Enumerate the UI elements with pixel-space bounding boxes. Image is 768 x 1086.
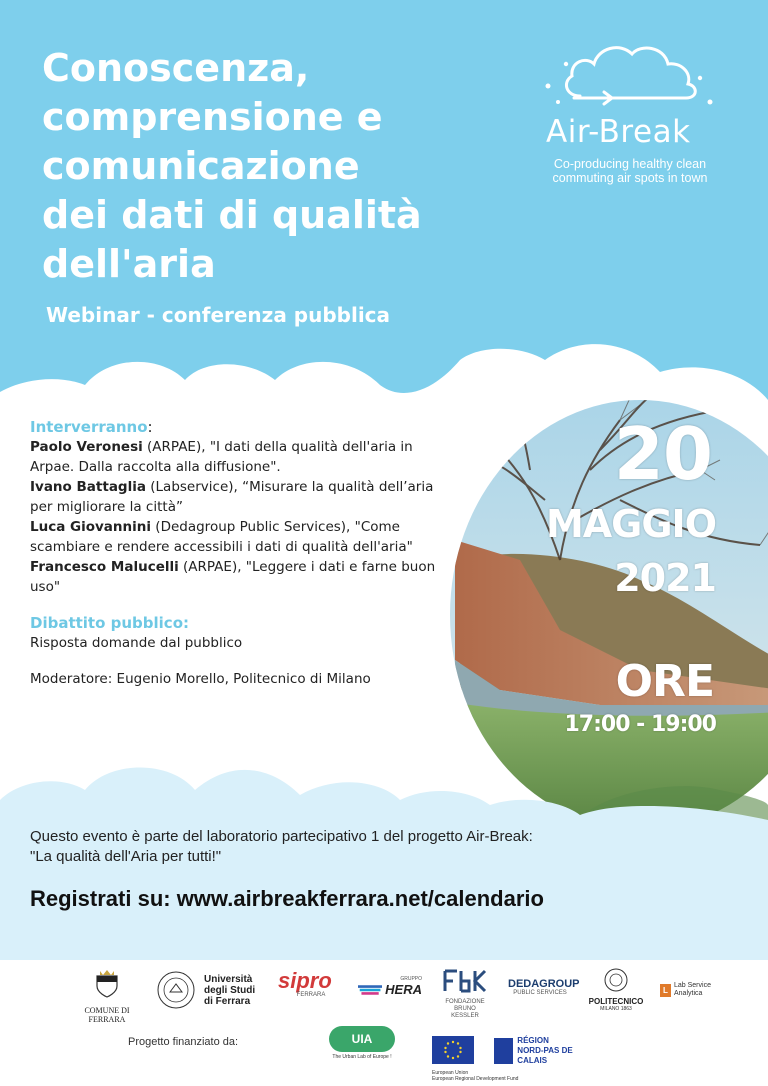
debate-heading: Dibattito pubblico:	[30, 614, 190, 632]
brand-name: Air-Break	[546, 114, 691, 150]
logo-labservice-text	[674, 982, 711, 998]
debate-text: Risposta domande dal pubblico	[30, 635, 243, 651]
logo-hera-text: HERA	[385, 982, 422, 997]
speaker-name: Paolo Veronesi	[30, 439, 143, 455]
logo-region-line: NORD-PAS DE CALAIS	[517, 1046, 573, 1065]
logo-hera	[358, 976, 422, 997]
logo-unife-line: degli Studi	[204, 985, 256, 996]
logo-comune-text: COMUNE DI FERRARA	[84, 1006, 130, 1024]
logo-eu-text	[432, 1070, 542, 1082]
logo-sipro	[278, 970, 344, 998]
fbk-mark-icon	[443, 968, 487, 994]
logo-comune-ferrara	[66, 968, 148, 1024]
logo-deda-text: DEDAGROUP	[508, 978, 580, 990]
logo-fbk-line: BRUNO KESSLER	[451, 1006, 479, 1019]
speaker-item	[30, 437, 440, 477]
program-section	[30, 417, 440, 689]
speaker-name: Luca Giovannini	[30, 519, 152, 535]
logo-uia-text: UIA	[329, 1026, 395, 1052]
logo-unife-line: di Ferrara	[204, 996, 251, 1007]
logo-polimi	[586, 968, 646, 1012]
speaker-item	[30, 477, 440, 517]
logo-unife-line: Università	[204, 974, 253, 985]
speakers-heading	[30, 417, 440, 437]
logo-unife-text	[204, 974, 255, 1007]
title-line: comunicazione	[42, 144, 360, 188]
seal-icon	[156, 970, 196, 1010]
speaker-desc: (ARPAE), "I dati della qualità dell'aria in Arpae. Dalla raccolta alla diffusione".	[30, 439, 413, 475]
logo-fbk-text	[440, 999, 490, 1020]
photo-landscape	[440, 390, 768, 860]
title-line: Conoscenza,	[42, 46, 310, 90]
logo-eu-line: European Union	[432, 1070, 469, 1076]
speaker-desc: (ARPAE), "Leggere i dati e farne buon uso"	[30, 559, 436, 595]
event-month: MAGGIO	[545, 502, 716, 546]
brand-tagline-line: Co-producing healthy clean	[553, 157, 707, 171]
moderator-text: Moderatore: Eugenio Morello, Politecnico di Milano	[30, 671, 371, 687]
event-day: 20	[613, 412, 712, 496]
logo-polimi-sub: MILANO 1863	[600, 1006, 632, 1012]
event-note-line: Questo evento è parte del laboratorio partecipativo 1 del progetto Air-Break:	[30, 828, 533, 845]
logo-unife	[156, 970, 256, 1010]
logo-polimi-text: POLITECNICO	[588, 997, 644, 1006]
logo-region-line: RÉGION	[517, 1036, 549, 1045]
logo-deda-sub: PUBLIC SERVICES	[513, 990, 567, 996]
logo-labservice	[660, 982, 730, 998]
page-subtitle: Webinar - conferenza pubblica	[46, 303, 391, 327]
logo-lab-line: Lab Service	[674, 982, 711, 989]
logo-region	[494, 1036, 594, 1066]
speaker-item	[30, 557, 440, 597]
logo-sipro-text: sipro	[278, 968, 332, 993]
speaker-desc: (Labservice), “Misurare la qualità dell’aria per migliorare la città”	[30, 479, 434, 515]
page-title	[42, 44, 462, 289]
hera-stripes-icon	[358, 983, 382, 997]
polimi-seal-icon	[604, 968, 628, 992]
logo-sipro-sub: FERRARA	[296, 992, 326, 998]
brand-tagline	[542, 157, 718, 185]
region-mark-icon	[494, 1038, 513, 1064]
eu-flag-icon	[432, 1036, 474, 1064]
funded-label: Progetto finanziato da:	[128, 1036, 239, 1048]
labservice-mark-icon: L	[660, 984, 671, 997]
logo-dedagroup	[508, 978, 580, 996]
speakers-heading-colon: :	[147, 418, 153, 436]
event-note	[30, 827, 590, 867]
title-line: dell'aria	[42, 242, 216, 286]
speaker-name: Ivano Battaglia	[30, 479, 146, 495]
logo-hera-top: GRUPPO	[400, 976, 422, 982]
logo-eu-line: European Regional Development Fund	[432, 1076, 519, 1082]
event-note-line: "La qualità dell'Aria per tutti!"	[30, 848, 222, 865]
title-line: comprensione e	[42, 95, 383, 139]
logo-lab-line: Analytica	[674, 990, 703, 997]
logo-region-text	[517, 1036, 594, 1066]
logo-fbk-line: FONDAZIONE	[445, 999, 485, 1005]
event-year: 2021	[614, 556, 716, 600]
event-time-label: ORE	[615, 656, 714, 707]
brand-tagline-line: commuting air spots in town	[552, 171, 708, 185]
speaker-item	[30, 517, 440, 557]
logo-fbk	[440, 968, 490, 1020]
speaker-name: Francesco Malucelli	[30, 559, 179, 575]
speakers-heading-text: Interverranno	[30, 418, 148, 436]
logo-uia	[322, 1026, 402, 1060]
logo-uia-sub: The Urban Lab of Europe !	[332, 1054, 392, 1060]
register-link[interactable]: Registrati su: www.airbreakferrara.net/calendario	[30, 886, 544, 911]
cloud-logo-icon	[540, 38, 718, 114]
crest-icon	[94, 968, 120, 998]
event-time: 17:00 - 19:00	[564, 712, 716, 737]
title-line: dei dati di qualità	[42, 193, 422, 237]
speaker-desc: (Dedagroup Public Services), "Come scambiare e rendere accessibili i dati di qualità dell'aria"	[30, 519, 413, 555]
